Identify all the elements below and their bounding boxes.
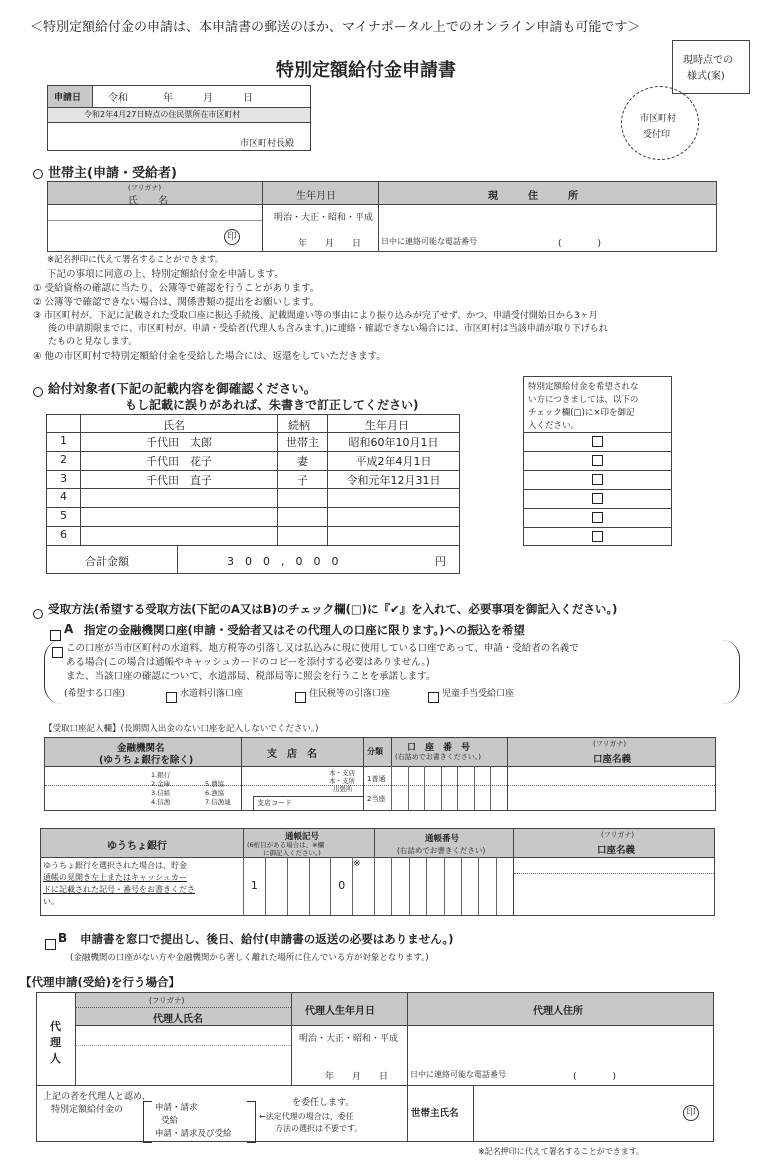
proxy-auth-note-1: ←法定代理の場合は、委任 <box>259 1112 354 1121</box>
opt-out-row <box>524 451 671 470</box>
passbook-symbol-sub1: (6桁目がある場合は、※欄 <box>247 841 325 849</box>
recipient-no: 4 <box>60 490 67 504</box>
passbook-symbol-cell[interactable]: 0 <box>330 857 352 915</box>
seal-icon: 印 <box>224 229 240 245</box>
branch-type-1: 本・支店 <box>329 769 355 777</box>
water-account-label: 水道料引落口座 <box>180 689 244 699</box>
date-month: 月 <box>203 93 213 104</box>
total-value: 3 0 0 , 0 0 0 <box>227 555 339 568</box>
consent-item-2: ② 公簿等で確認できない場合は、関係書類の提出をお願いします。 <box>33 297 320 308</box>
bank-type-6: 6.漁協 <box>205 789 225 797</box>
bank-type-5: 5.農協 <box>205 780 225 788</box>
head-eras: 明治・大正・昭和・平成 <box>274 213 374 223</box>
yucho-title: ゆうちょ銀行 <box>107 841 167 852</box>
page-title: 特別定額給付金申請書 <box>276 60 456 81</box>
head-table <box>47 181 717 252</box>
passbook-number-cell[interactable] <box>391 857 408 915</box>
passbook-symbol-cell[interactable] <box>287 857 309 915</box>
head-phone-label: 日中に連絡可能な電話番号 <box>381 237 477 246</box>
head-section-title: 世帯主(申請・受給者) <box>48 166 177 181</box>
passbook-number-cell[interactable] <box>409 857 426 915</box>
passbook-symbol-cell[interactable] <box>265 857 287 915</box>
yucho-note-2: 通帳の見開き左上またはキャッシュカー <box>43 873 187 882</box>
date-day: 日 <box>243 93 253 104</box>
account-digit-cell[interactable] <box>457 766 474 810</box>
head-name-label: 氏 名 <box>128 196 168 207</box>
recipient-row <box>47 470 459 489</box>
proxy-birth-label: 代理人生年月日 <box>305 1006 375 1017</box>
proxy-seal-icon: 印 <box>683 1105 699 1121</box>
date-year: 年 <box>163 93 173 104</box>
banner-text: ＜特別定額給付金の申請は、本申請書の郵送のほか、マイナポータル上でのオンライン申請も可能です＞ <box>30 20 641 35</box>
proxy-addr-label: 代理人住所 <box>533 1006 583 1017</box>
head-name-label: 世帯主氏名 <box>411 1108 459 1119</box>
type-col-title: 分類 <box>367 747 383 756</box>
consent-note: ※記名押印に代えて署名することができます。 <box>47 255 224 265</box>
account-digit-cell[interactable] <box>408 766 425 810</box>
application-date-block <box>47 85 311 151</box>
recipient-birthdate: 昭和60年10月1日 <box>348 436 439 449</box>
proxy-name-label: 代理人氏名 <box>153 1014 203 1025</box>
passbook-number-cell[interactable] <box>496 857 513 915</box>
child-allowance-checkbox[interactable] <box>428 692 439 703</box>
preferred-account-label: (希望する口座) <box>64 689 126 699</box>
option-a-note-2: ある場合(この場合は通帳やキャッシュカードのコピーを添付する必要はありません。) <box>66 657 430 668</box>
opt-out-row <box>524 470 671 489</box>
opt-out-checkbox[interactable] <box>592 455 603 466</box>
section-bullet-icon <box>33 609 43 619</box>
proxy-auth-3: を委任します。 <box>292 1098 355 1108</box>
proxy-auth-1: 上記の者を代理人と認め、 <box>43 1092 151 1102</box>
recipient-no: 3 <box>60 471 67 485</box>
proxy-auth-opt-3: 申請・請求及び受給 <box>155 1129 232 1139</box>
holder-col-title: 口座名義 <box>593 754 632 765</box>
recipients-subtitle: もし記載に誤りがあれば、朱書きで訂正してください) <box>125 398 419 412</box>
proxy-auth-opt-1: 申請・請求 <box>155 1103 198 1113</box>
recipient-row <box>47 526 459 545</box>
consent-intro: 下記の事項に同意の上、特別定額給付金を申請します。 <box>47 269 284 280</box>
opt-out-note-3: チェック欄(□)に×印を御記 <box>528 408 635 418</box>
section-bullet-icon <box>33 387 43 397</box>
recipient-row <box>47 488 459 507</box>
date-label: 申請日 <box>54 93 82 103</box>
recipient-birthdate: 平成2年4月1日 <box>355 454 432 468</box>
consent-item-3b: 後の申請期限までに、市区町村が、申請・受給者(代理人も含みます。)に連絡・確認できない場合には、市区町村は当該申請が取り下げられ <box>48 324 608 334</box>
proxy-side-1: 代理人 <box>50 1020 61 1065</box>
opt-out-panel <box>523 376 672 546</box>
passbook-number-cell[interactable] <box>374 857 391 915</box>
recipient-no: 5 <box>60 509 67 523</box>
tax-account-checkbox[interactable] <box>295 692 306 703</box>
branch-type-2: 本・支所 <box>329 777 355 785</box>
passbook-number-cell[interactable] <box>426 857 443 915</box>
proxy-auth-opt-2: 受給 <box>161 1116 179 1126</box>
stamp-line1: 市区町村 <box>640 114 677 124</box>
recipient-relation: 世帯主 <box>286 436 319 449</box>
opt-out-checkbox[interactable] <box>592 531 603 542</box>
resident-note: 令和2年4月27日時点の住民票所在市区町村 <box>84 110 241 119</box>
recipient-name: 千代田 直子 <box>146 473 212 487</box>
opt-out-note-2: い方につきましては、以下の <box>528 395 639 405</box>
branch-type-3: 出張所 <box>333 785 353 793</box>
proxy-auth-note-2: 方法の選択は不要です。 <box>275 1124 363 1133</box>
branch-code-label: 支店コード <box>257 799 292 807</box>
child-allowance-label: 児童手当受給口座 <box>442 689 515 699</box>
yucho-kana: (フリガナ) <box>601 831 635 839</box>
option-a-note-3: また、当該口座の確認について、水道部局、税部局等に照会を行うことを承諾します。 <box>66 671 436 682</box>
total-yen: 円 <box>435 555 446 568</box>
recipient-birthdate: 令和元年12月31日 <box>346 473 441 487</box>
recipients-table <box>46 414 460 574</box>
passbook-symbol-cell[interactable]: 1 <box>243 857 265 915</box>
draft-note-box <box>672 40 750 94</box>
head-furigana: (フリガナ) <box>128 184 162 192</box>
consent-item-3: ③ 市区町村が、下記に記載された受取口座に振込手続後、記載間違い等の事由により振り込みが完了せず、かつ、申請受付開始日から3ヶ月 <box>33 311 598 321</box>
recipient-name: 千代田 花子 <box>146 454 212 468</box>
holder-kana: (フリガナ) <box>593 740 627 748</box>
proxy-footnote: ※記名押印に代えて署名することができます。 <box>478 1147 645 1156</box>
option-b-note: (金融機関の口座がない方や金融機関から著しく離れた場所に住んでいる方が対象となります。) <box>70 953 429 963</box>
passbook-symbol-cell[interactable]: ※ <box>352 857 374 915</box>
passbook-symbol-sub2: に御記入ください。) <box>263 849 321 857</box>
recipients-header-rel: 続柄 <box>288 419 310 432</box>
branch-col-title: 支 店 名 <box>267 749 317 760</box>
opt-out-row <box>524 489 671 508</box>
recipient-row <box>47 451 459 470</box>
proxy-auth-bracket <box>143 1101 152 1143</box>
proxy-heading: 【代理申請(受給)を行う場合】 <box>20 975 181 989</box>
opt-out-note-4: 入ください。 <box>528 421 580 431</box>
consent-item-3c: たものと見なします。 <box>48 337 138 347</box>
existing-account-checkbox[interactable] <box>52 647 63 658</box>
recipient-row <box>47 432 459 451</box>
opt-out-row <box>524 527 671 546</box>
mayor-address: 市区町村長殿 <box>240 139 295 149</box>
opt-out-checkbox[interactable] <box>592 436 603 447</box>
bank-col-title: 金融機関名 <box>117 743 165 754</box>
proxy-phone-label: 日中に連絡可能な電話番号 <box>410 1070 506 1079</box>
proxy-furigana: (フリガナ) <box>149 996 185 1005</box>
option-a-text: 指定の金融機関口座(申請・受給者又はその代理人の口座に限ります。)への振込を希望 <box>84 623 525 637</box>
account-digit-cell[interactable] <box>424 766 441 810</box>
yucho-table <box>40 828 715 916</box>
passbook-symbol-cell[interactable] <box>309 857 331 915</box>
recipient-relation: 子 <box>297 473 308 487</box>
passbook-number-title: 通帳番号 <box>425 834 460 844</box>
bank-type-2: 2.金庫 <box>151 780 171 788</box>
tax-account-label: 住民税等の引落口座 <box>309 689 391 699</box>
option-b-checkbox[interactable] <box>45 939 56 950</box>
option-a-note-1: この口座が当市区町村の水道料、地方税等の引落し又は払込みに現に使用している口座であって、申請・受給者の名義で <box>66 643 579 654</box>
acct-type-1: 1普通 <box>367 775 386 783</box>
acct-col-title: 口 座 番 号 <box>407 743 471 753</box>
date-era: 令和 <box>108 93 128 104</box>
recipient-no: 6 <box>60 528 67 541</box>
draft-note-line1: 現時点での <box>683 55 733 66</box>
passbook-number-cell[interactable] <box>461 857 478 915</box>
yucho-holder-title: 口座名義 <box>597 845 636 856</box>
proxy-table <box>36 992 714 1142</box>
bank-type-3: 3.信組 <box>151 789 171 797</box>
water-account-checkbox[interactable] <box>166 692 177 703</box>
passbook-number-sub: (右詰めでお書きください) <box>397 846 486 855</box>
consent-item-4: ④ 他の市区町村で特別定額給付金を受給した場合には、返還をしていただきます。 <box>33 351 386 362</box>
head-phone-paren: ( ) <box>558 239 602 249</box>
recipient-name: 千代田 太郎 <box>146 436 212 449</box>
bank-type-1: 1.銀行 <box>151 771 171 779</box>
recipients-title: 給付対象者(下記の記載内容を御確認ください。 <box>48 381 317 396</box>
option-b-label: B <box>58 931 68 945</box>
yucho-note-4: い。 <box>43 897 59 906</box>
consent-item-1: ① 受給資格の確認に当たり、公簿等で確認を行うことがあります。 <box>33 283 320 294</box>
option-a-label: A <box>64 622 74 636</box>
total-label: 合計金額 <box>85 555 129 568</box>
proxy-auth-2: 特別定額給付金の <box>51 1105 124 1115</box>
recipient-no: 1 <box>60 434 67 447</box>
account-digit-cell[interactable] <box>474 766 491 810</box>
receipt-title: 受取方法(希望する受取方法(下記のA又はB)のチェック欄(□)に『✔』を入れて、必要事項を御記入ください。) <box>48 602 618 616</box>
head-birth-label: 生年月日 <box>296 191 336 202</box>
proxy-eras: 明治・大正・昭和・平成 <box>299 1034 399 1044</box>
section-bullet-icon <box>33 169 43 179</box>
proxy-phone-paren: ( ) <box>573 1072 617 1082</box>
acct-col-sub: (右詰めでお書きください。) <box>395 753 481 761</box>
recipient-relation: 妻 <box>297 454 308 468</box>
draft-note-line2: 様式(案) <box>687 71 725 82</box>
head-ymd: 年 月 日 <box>298 239 362 249</box>
passbook-number-cell[interactable] <box>478 857 495 915</box>
recipients-header-birth: 生年月日 <box>365 419 409 432</box>
recipients-header-name: 氏名 <box>163 419 185 432</box>
bank-account-table <box>44 737 716 811</box>
bank-type-7: 7.信漁連 <box>205 798 231 806</box>
stamp-line2: 受付印 <box>643 130 671 140</box>
opt-out-checkbox[interactable] <box>592 493 603 504</box>
proxy-ymd: 年 月 日 <box>325 1072 389 1082</box>
reception-stamp-circle <box>621 86 699 160</box>
opt-out-note-1: 特別定額給付金を希望されな <box>528 382 639 392</box>
yucho-note-3: ドに記載された記号・番号をお書きくださ <box>43 885 195 894</box>
opt-out-row <box>524 508 671 527</box>
passbook-symbol-title: 通帳記号 <box>285 832 320 842</box>
bank-col-sub: (ゆうちょ銀行を除く) <box>99 755 194 766</box>
account-digit-cell[interactable] <box>391 766 408 810</box>
yucho-note-1: ゆうちょ銀行を選択された場合は、貯金 <box>43 861 187 870</box>
option-b-text: 申請書を窓口で提出し、後日、給付(申請書の返送の必要はありません。) <box>80 932 454 946</box>
recipient-no: 2 <box>60 452 67 466</box>
opt-out-checkbox[interactable] <box>592 512 603 523</box>
passbook-number-cell[interactable] <box>444 857 461 915</box>
opt-out-checkbox[interactable] <box>592 474 603 485</box>
bank-type-4: 4.信漁 <box>151 798 171 806</box>
head-address-label: 現 住 所 <box>488 191 578 202</box>
opt-out-row <box>524 432 671 451</box>
account-heading: 【受取口座記入欄】(長期間入出金のない口座を記入しないでください。) <box>44 724 319 734</box>
account-digit-cell[interactable] <box>441 766 458 810</box>
recipient-row <box>47 507 459 526</box>
acct-type-2: 2当座 <box>367 795 386 803</box>
account-digit-cell[interactable] <box>490 766 507 810</box>
